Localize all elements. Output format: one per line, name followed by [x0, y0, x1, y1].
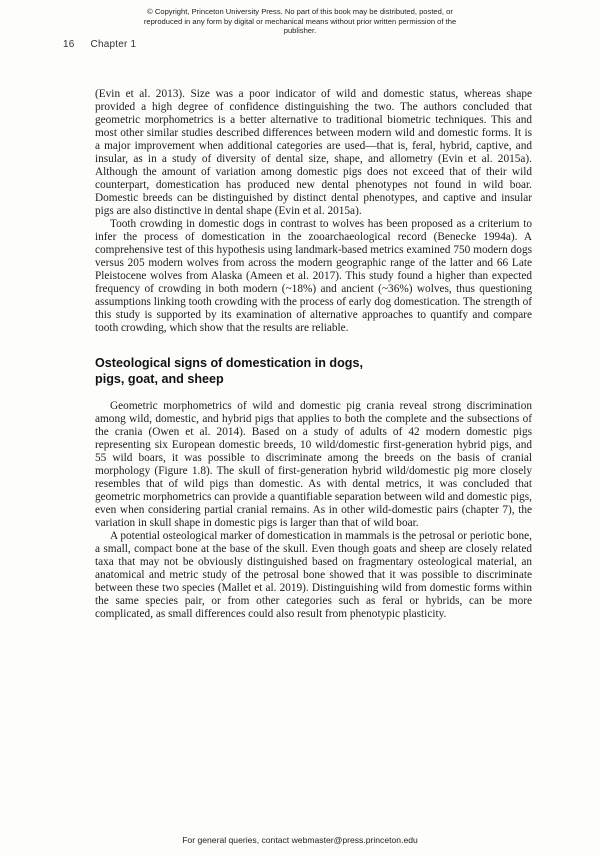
- section-heading-line2: pigs, goat, and sheep: [95, 371, 224, 386]
- paragraph: Tooth crowding in domestic dogs in contrast to wolves has been proposed as a criterium to infer the process of domestication in the zooarchaeological record (Benecke 1994a). A comprehensive test of this hypothesis using landmark-based metrics examined 750 modern dogs versus 205 modern wolves from across the modern geographic range of the latter and 66 Late Pleistocene wolves from Alaska (Ameen et al. 2017). This study found a higher than expected frequency of crowding in both modern (~18%) and ancient (~36%) wolves, thus questioning assumptions linking tooth crowding with the process of early dog domestication. The strength of this study is supported by its examination of alternative approaches to quantify and compare tooth crowding, which show that the results are reliable.: [95, 218, 532, 334]
- copyright-notice: © Copyright, Princeton University Press. No part of this book may be distributed, posted, or reproduced in any form by digital or mechanical means without prior written permission of the publisher.: [143, 7, 457, 36]
- paragraph: (Evin et al. 2013). Size was a poor indicator of wild and domestic status, whereas shape provided a high degree of confidence distinguishing the two. The authors concluded that geometric morphometrics is a better alternative to traditional biometric techniques. This and most other similar studies described differences between modern wild and domestic forms. It is a major improvement when additional categories are used—that is, feral, hybrid, captive, and insular, as in a study of diversity of dental size, shape, and allometry (Evin et al. 2015a). Although the amount of variation among domestic pigs does not exceed that of their wild counterpart, domestication has produced new dental phenotypes not found in wild boar. Domestic breeds can be distinguished by distinct dental phenotypes, and captive and insular pigs are also distinctive in dental shape (Evin et al. 2015a).: [95, 88, 532, 217]
- section-heading-line1: Osteological signs of domestication in dogs,: [95, 356, 363, 370]
- paragraph: Geometric morphometrics of wild and domestic pig crania reveal strong discrimination among wild, domestic, and hybrid pigs that applies to both the complete and the subsections of the crania (Owen et al. 2014). Based on a study of adults of 42 modern domestic pigs representing six European domestic breeds, 10 wild/domestic first-generation hybrid pigs, and 55 wild boars, it was possible to discriminate among the breeds on the basis of cranial morphology (Figure 1.8). The skull of first-generation hybrid wild/domestic pig more closely resembles that of wild pigs than domestic. As with dental metrics, it was concluded that geometric morphometrics can provide a quantifiable separation between wild and domestic pigs, even when considering partial cranial remains. As in other wild-domestic pairs (chapter 7), the variation in skull shape in domestic pigs is larger than that of wild boar.: [95, 400, 532, 529]
- footer-contact-line: For general queries, contact webmaster@press.princeton.edu: [182, 835, 418, 845]
- section-heading: [95, 356, 532, 387]
- text-block: [95, 88, 532, 621]
- paragraph: A potential osteological marker of domestication in mammals is the petrosal or periotic bone, a small, compact bone at the base of the skull. Even though goats and sheep are closely related taxa that may not be obviously distinguished based on fragmentary osteological material, an anatomical and metric study of the petrosal bone showed that it was possible to discriminate between these two species (Mallet et al. 2019). Distinguishing wild from domestic forms within the same species pair, or from other categories such as feral or hybrids, can be more complicated, as small differences could also result from phenotypic plasticity.: [95, 530, 532, 620]
- chapter-label: Chapter 1: [90, 39, 137, 50]
- running-header: [63, 39, 136, 50]
- page-number: 16: [63, 39, 75, 50]
